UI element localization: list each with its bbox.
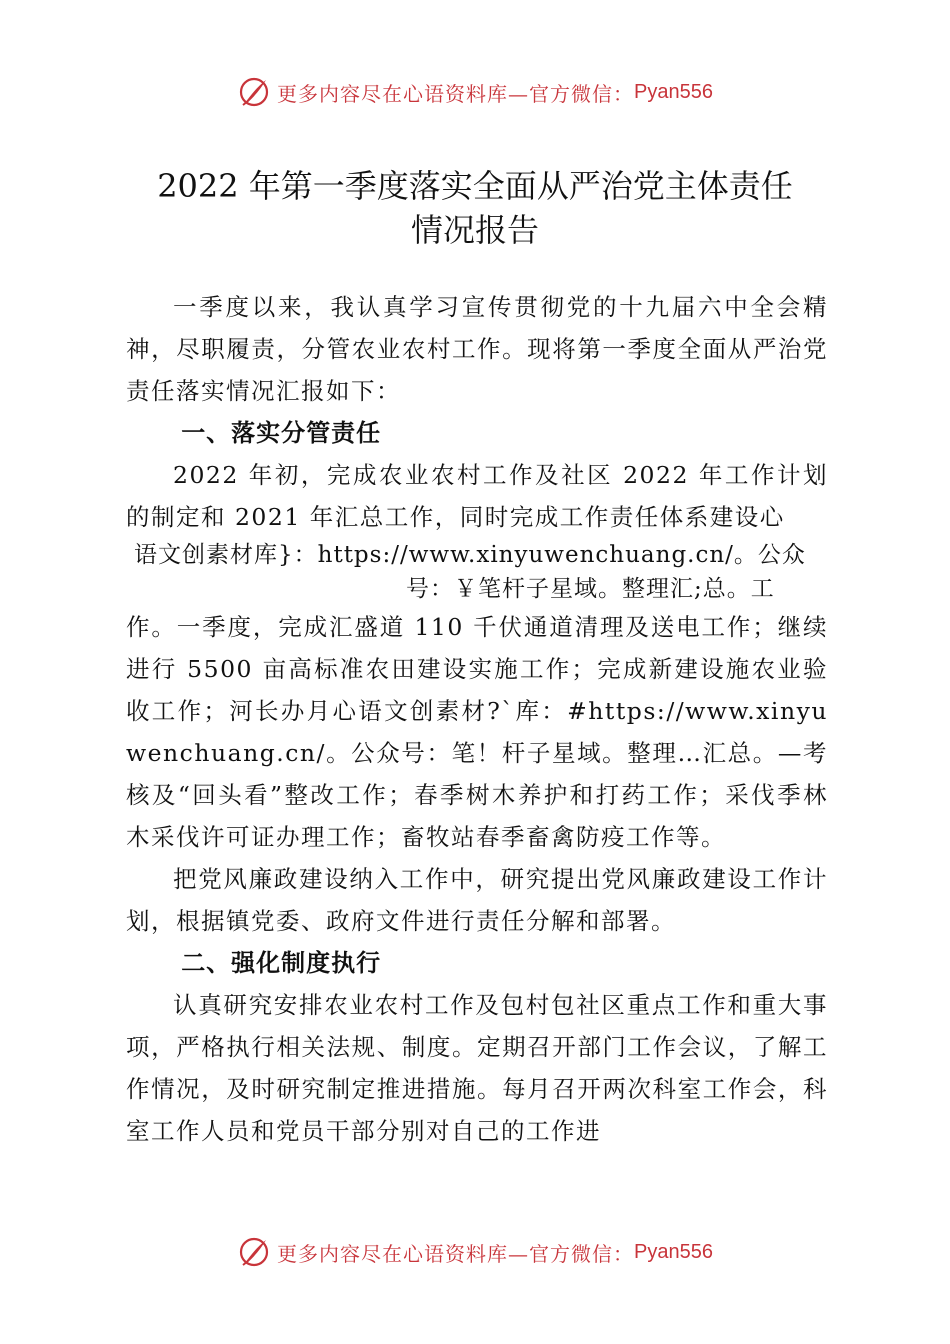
- banner-sub-text: —官方微信：: [508, 81, 635, 106]
- intro-paragraph: 一季度以来，我认真学习宣传贯彻党的十九届六中全会精神，尽职履责，分管农业农村工作。现将第一季度全面从严治党责任落实情况汇报如下：: [126, 293, 828, 405]
- section-1-inset-line-2: 号：￥笔杆子星域。整理汇;总。工: [406, 576, 775, 602]
- section-1-paragraph-1b: 作。一季度，完成汇盛道 110 千伏通道清理及送电工作；继续进行 5500 亩高标准农田建设实施工作；完成新建设施农业验收工作；河长办月心语文创素材?`库：#https://www.xinyuwenchuang.cn/。公众号：笔！杆子星域。整理…汇总。—考核及“回头看”整改工作；春季树木养护和打药工作；采伐季林木采伐许可证办理工作；畜牧站春季畜禽防疫工作等。: [126, 613, 828, 851]
- section-1-heading: 一、落实分管责任: [181, 419, 382, 447]
- section-1-inset-line-1: 语文创素材库}：https://www.xinyuwenchuang.cn/。公众: [134, 542, 806, 568]
- section-1-paragraph-1a: 2022 年初，完成农业农村工作及社区 2022 年工作计划的制定和 2021 年汇总工作，同时完成工作责任体系建设心: [126, 461, 828, 531]
- quill-pen-icon: [237, 75, 271, 109]
- section-1-paragraph-2: 把党风廉政建设纳入工作中，研究提出党风廉政建设工作计划，根据镇党委、政府文件进行责任分解和部署。: [126, 865, 828, 935]
- quill-pen-icon: [237, 1235, 271, 1269]
- title-line-1: 2022 年第一季度落实全面从严治党主体责任: [157, 167, 793, 205]
- section-2-paragraph-1: 认真研究安排农业农村工作及包村包社区重点工作和重大事项，严格执行相关法规、制度。定期召开部门工作会议，了解工作情况，及时研究制定推进措施。每月召开两次科室工作会，科室工作人员和党员干部分别对自己的工作进: [126, 991, 828, 1145]
- banner-main-text: 更多内容尽在心语资料库: [277, 81, 509, 106]
- banner-sub-text: —官方微信：: [508, 1241, 635, 1266]
- banner-main-text: 更多内容尽在心语资料库: [277, 1241, 509, 1266]
- document-title: [60, 164, 890, 252]
- banner-wechat-id: Pyan556: [634, 80, 713, 103]
- footer-watermark-banner: [0, 1232, 950, 1272]
- title-line-2: 情况报告: [410, 211, 539, 249]
- document-body: [126, 286, 828, 1152]
- section-2-heading: 二、强化制度执行: [181, 949, 382, 977]
- banner-wechat-id: Pyan556: [634, 1240, 713, 1263]
- header-watermark-banner: [0, 72, 950, 112]
